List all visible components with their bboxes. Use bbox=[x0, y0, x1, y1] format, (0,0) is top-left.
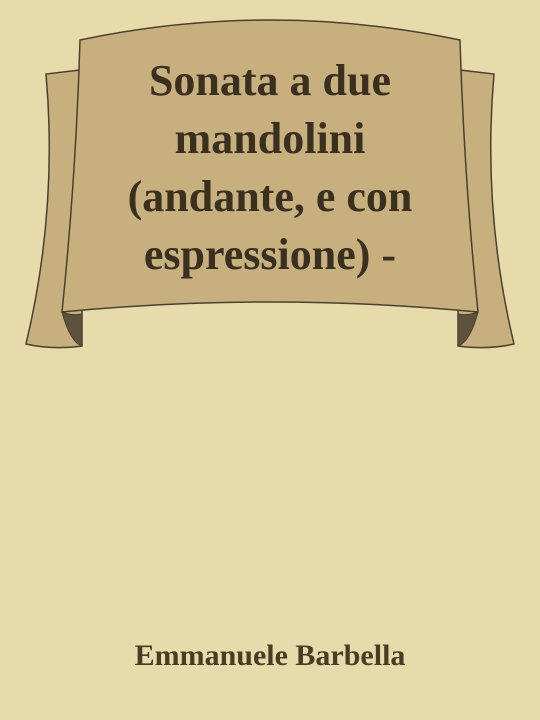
title-line-1: Sonata a due bbox=[148, 56, 392, 105]
title-line-4: espressione) - bbox=[143, 230, 397, 279]
author-name: Emmanuele Barbella bbox=[134, 639, 406, 672]
book-title bbox=[80, 52, 460, 284]
title-line-2: mandolini bbox=[174, 114, 366, 163]
title-line-3: (andante, e con bbox=[127, 172, 413, 221]
